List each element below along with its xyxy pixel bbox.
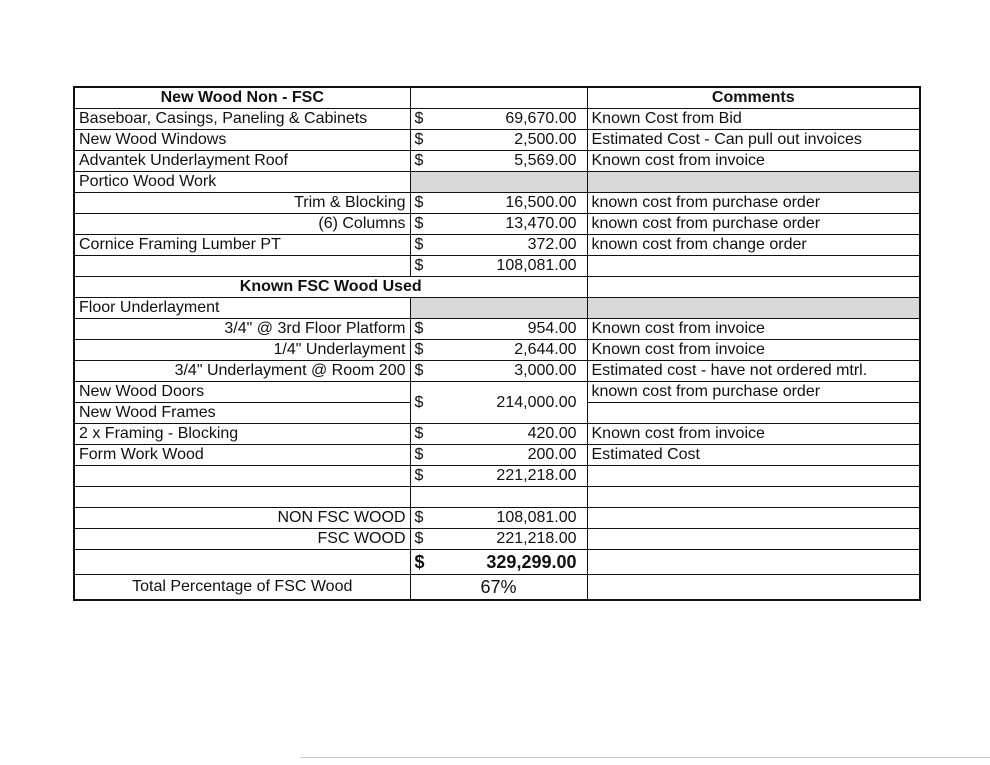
item-comment: known cost from purchase order — [587, 382, 920, 403]
summary-row — [74, 508, 920, 529]
amount-cell — [410, 130, 587, 151]
currency-sign: $ — [414, 530, 424, 547]
amount-cell — [410, 151, 587, 172]
item-description: 3/4" Underlayment @ Room 200 — [74, 361, 410, 382]
currency-sign: $ — [414, 236, 424, 253]
blank-row — [74, 487, 920, 508]
fsc-wood-cost-table — [73, 86, 921, 601]
amount-cell — [410, 319, 587, 340]
table-row — [74, 193, 920, 214]
table-row — [74, 445, 920, 466]
amount-cell — [410, 382, 587, 424]
item-comment: Estimated Cost — [587, 445, 920, 466]
table-row — [74, 361, 920, 382]
subtotal-value: 108,081.00 — [496, 257, 577, 274]
item-description: Advantek Underlayment Roof — [74, 151, 410, 172]
amount-cell — [410, 193, 587, 214]
amount-value: 2,644.00 — [514, 341, 577, 358]
table-row — [74, 172, 920, 193]
item-comment: Estimated Cost - Can pull out invoices — [587, 130, 920, 151]
table-row — [74, 340, 920, 361]
currency-sign: $ — [414, 152, 424, 169]
shaded-cell — [410, 298, 587, 319]
item-description: New Wood Windows — [74, 130, 410, 151]
amount-value: 13,470.00 — [505, 215, 577, 232]
empty-cell — [587, 529, 920, 550]
item-comment: Estimated cost - have not ordered mtrl. — [587, 361, 920, 382]
summary-row — [74, 529, 920, 550]
currency-sign: $ — [414, 320, 424, 337]
shaded-cell — [410, 172, 587, 193]
empty-cell — [74, 487, 410, 508]
item-description: New Wood Frames — [74, 403, 410, 424]
amount-value: 3,000.00 — [514, 362, 577, 379]
item-description: 1/4" Underlayment — [74, 340, 410, 361]
subtotal-row — [74, 466, 920, 487]
item-comment: Known cost from invoice — [587, 151, 920, 172]
currency-sign: $ — [414, 425, 424, 442]
currency-sign: $ — [414, 194, 424, 211]
item-comment: known cost from purchase order — [587, 193, 920, 214]
empty-cell — [587, 466, 920, 487]
table-row — [74, 298, 920, 319]
amount-cell — [410, 508, 587, 529]
subtotal-value: 221,218.00 — [496, 467, 577, 484]
currency-sign: $ — [414, 215, 424, 232]
table-row — [74, 109, 920, 130]
subtotal-cell — [410, 256, 587, 277]
item-comment: known cost from purchase order — [587, 214, 920, 235]
grand-total-value: 329,299.00 — [486, 552, 577, 572]
table-row — [74, 424, 920, 445]
item-comment: Known Cost from Bid — [587, 109, 920, 130]
currency-sign: $ — [414, 110, 424, 127]
item-description: Baseboar, Casings, Paneling & Cabinets — [74, 109, 410, 130]
amount-cell — [410, 214, 587, 235]
item-description: Cornice Framing Lumber PT — [74, 235, 410, 256]
empty-cell — [74, 256, 410, 277]
currency-sign: $ — [414, 393, 424, 411]
amount-value: 214,000.00 — [496, 393, 577, 411]
empty-cell — [74, 466, 410, 487]
percentage-label: Total Percentage of FSC Wood — [74, 575, 410, 601]
non-fsc-header: New Wood Non - FSC — [74, 87, 410, 109]
currency-sign: $ — [414, 341, 424, 358]
empty-cell — [587, 403, 920, 424]
item-description: 3/4" @ 3rd Floor Platform — [74, 319, 410, 340]
percentage-value: 67% — [410, 575, 587, 601]
empty-cell — [74, 550, 410, 575]
header-row — [74, 277, 920, 298]
amount-value: 69,670.00 — [505, 110, 577, 127]
item-comment: known cost from change order — [587, 235, 920, 256]
grand-total-cell — [410, 550, 587, 575]
item-comment: Known cost from invoice — [587, 424, 920, 445]
table-row — [74, 319, 920, 340]
empty-cell — [587, 575, 920, 601]
amount-cell — [410, 445, 587, 466]
amount-cell — [410, 529, 587, 550]
header-row — [74, 87, 920, 109]
fsc-summary-value: 221,218.00 — [496, 530, 577, 547]
amount-value: 420.00 — [527, 425, 577, 442]
amount-cell — [410, 340, 587, 361]
currency-sign: $ — [414, 131, 424, 148]
fsc-summary-label: FSC WOOD — [74, 529, 410, 550]
currency-sign: $ — [414, 362, 424, 379]
item-description: New Wood Doors — [74, 382, 410, 403]
empty-cell — [587, 256, 920, 277]
amount-value: 372.00 — [527, 236, 577, 253]
non-fsc-summary-label: NON FSC WOOD — [74, 508, 410, 529]
amount-cell — [410, 109, 587, 130]
table-row — [74, 382, 920, 403]
table-row — [74, 151, 920, 172]
item-description: Floor Underlayment — [74, 298, 410, 319]
item-description: 2 x Framing - Blocking — [74, 424, 410, 445]
subtotal-row — [74, 256, 920, 277]
currency-sign: $ — [414, 552, 425, 572]
fsc-header: Known FSC Wood Used — [74, 277, 587, 298]
currency-sign: $ — [414, 509, 424, 526]
percentage-row — [74, 575, 920, 601]
item-description: Form Work Wood — [74, 445, 410, 466]
empty-cell — [410, 87, 587, 109]
amount-cell — [410, 424, 587, 445]
amount-value: 954.00 — [527, 320, 577, 337]
table-row — [74, 235, 920, 256]
scan-edge-line — [300, 757, 990, 758]
subtotal-cell — [410, 466, 587, 487]
empty-cell — [410, 487, 587, 508]
item-description: (6) Columns — [74, 214, 410, 235]
amount-cell — [410, 361, 587, 382]
grand-total-row — [74, 550, 920, 575]
amount-value: 200.00 — [527, 446, 577, 463]
amount-cell — [410, 235, 587, 256]
empty-cell — [587, 277, 920, 298]
empty-cell — [587, 487, 920, 508]
empty-cell — [587, 508, 920, 529]
shaded-cell — [587, 298, 920, 319]
item-description: Portico Wood Work — [74, 172, 410, 193]
non-fsc-summary-value: 108,081.00 — [496, 509, 577, 526]
shaded-cell — [587, 172, 920, 193]
comments-header: Comments — [587, 87, 920, 109]
table-row — [74, 214, 920, 235]
empty-cell — [587, 550, 920, 575]
table-row — [74, 130, 920, 151]
item-description: Trim & Blocking — [74, 193, 410, 214]
amount-value: 5,569.00 — [514, 152, 577, 169]
currency-sign: $ — [414, 467, 424, 484]
currency-sign: $ — [414, 446, 424, 463]
currency-sign: $ — [414, 257, 424, 274]
item-comment: Known cost from invoice — [587, 319, 920, 340]
amount-value: 2,500.00 — [514, 131, 577, 148]
amount-value: 16,500.00 — [505, 194, 577, 211]
item-comment: Known cost from invoice — [587, 340, 920, 361]
